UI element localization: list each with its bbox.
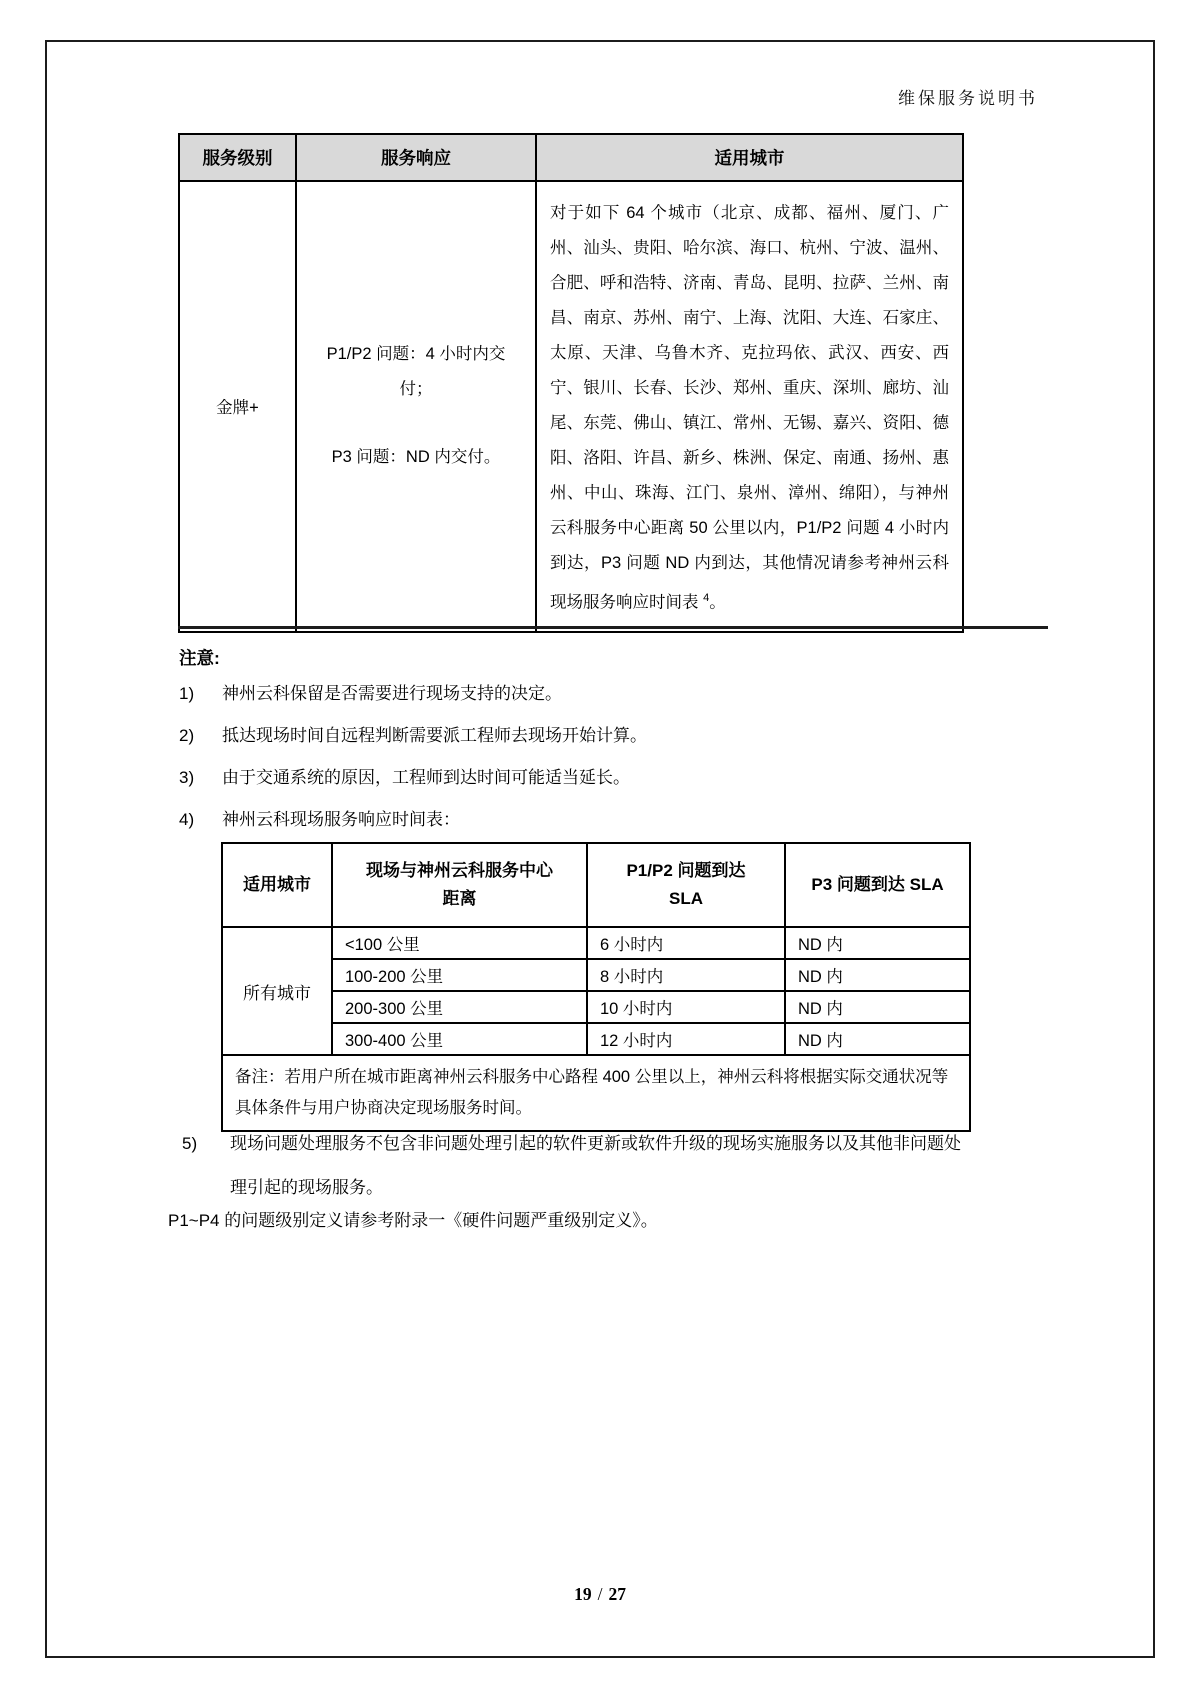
col-header-service-response: 服务响应 — [296, 134, 536, 181]
cities-period: 。 — [709, 593, 726, 612]
closing-paragraph: P1~P4 的问题级别定义请参考附录一《硬件问题严重级别定义》。 — [168, 1211, 658, 1230]
col-header-p12-sla — [587, 843, 785, 927]
note-item-5 — [182, 1122, 972, 1210]
col-header-p12-line1: P1/P2 问题到达 — [626, 861, 746, 880]
note-text: 现场问题处理服务不包含非问题处理引起的软件更新或软件升级的现场实施服务以及其他非问题处理引起的现场服务。 — [230, 1134, 961, 1197]
footer-page-total: 27 — [608, 1584, 626, 1604]
note-number: 3) — [179, 768, 195, 787]
note-number: 4) — [179, 810, 195, 829]
col-header-distance-line2: 距离 — [442, 889, 477, 908]
note-item-3 — [179, 768, 1019, 788]
cell-p12-sla: 12 小时内 — [587, 1023, 785, 1055]
service-level-table — [178, 133, 964, 633]
note-text: 神州云科保留是否需要进行现场支持的决定。 — [222, 684, 562, 703]
cell-p3-sla: ND 内 — [785, 927, 970, 959]
cell-service-response — [296, 181, 536, 632]
doc-header-title: 维保服务说明书 — [898, 89, 1038, 108]
col-header-distance-line1: 现场与神州云科服务中心 — [366, 861, 553, 880]
note-item-1 — [179, 684, 1019, 704]
cities-text: 对于如下 64 个城市（北京、成都、福州、厦门、广州、汕头、贵阳、哈尔滨、海口、杭州、宁波、温州、合肥、呼和浩特、济南、青岛、昆明、拉萨、兰州、南昌、南京、苏州、南宁、上海、沈阳、大连、石家庄、太原、天津、乌鲁木齐、克拉玛依、武汉、西安、西宁、银川、长春、长沙、郑州、重庆、深圳、廊坊、汕尾、东莞、佛山、镇江、常州、无锡、嘉兴、资阳、德阳、洛阳、许昌、新乡、株洲、保定、南通、扬州、惠州、中山、珠海、江门、泉州、漳州、绵阳），与神州云科服务中心距离 50 公里以内，P1/P2 问题 4 小时内到达，P3 问题 ND 内到达，其他情况请参考神州云科现场服务响应时间表 — [550, 204, 949, 612]
sla-response-table — [221, 842, 971, 1132]
col-header-distance — [332, 843, 587, 927]
cell-p3-sla: ND 内 — [785, 1023, 970, 1055]
cities-footnote-ref: 4 — [703, 592, 710, 604]
response-line-2: P3 问题：ND 内交付。 — [331, 448, 501, 467]
cell-p3-sla: ND 内 — [785, 991, 970, 1023]
note-text: 由于交通系统的原因，工程师到达时间可能适当延长。 — [222, 768, 630, 787]
sla-table-remark-row — [222, 1055, 970, 1131]
sla-table-row — [222, 959, 970, 991]
notes-list — [179, 684, 1019, 852]
cell-distance: <100 公里 — [332, 927, 587, 959]
cell-p12-sla: 8 小时内 — [587, 959, 785, 991]
service-table-row — [179, 181, 963, 632]
col-header-applicable-cities: 适用城市 — [536, 134, 963, 181]
page-footer — [0, 1584, 1200, 1605]
footer-separator: / — [597, 1584, 603, 1604]
cell-p12-sla: 10 小时内 — [587, 991, 785, 1023]
cell-applicable-cities — [536, 181, 963, 632]
note-number: 1) — [179, 684, 195, 703]
cell-distance: 300-400 公里 — [332, 1023, 587, 1055]
note-text: 神州云科现场服务响应时间表： — [222, 810, 460, 829]
note-text: 抵达现场时间自远程判断需要派工程师去现场开始计算。 — [222, 726, 647, 745]
col-header-service-level: 服务级别 — [179, 134, 296, 181]
section-divider-line — [178, 626, 1048, 629]
response-line-1: P1/P2 问题：4 小时内交付； — [326, 345, 506, 399]
cell-p12-sla: 6 小时内 — [587, 927, 785, 959]
col-header-p3-sla: P3 问题到达 SLA — [785, 843, 970, 927]
cell-distance: 200-300 公里 — [332, 991, 587, 1023]
cell-city-scope: 所有城市 — [222, 927, 332, 1055]
footer-page-current: 19 — [574, 1584, 592, 1604]
note-item-2 — [179, 726, 1019, 746]
cell-distance: 100-200 公里 — [332, 959, 587, 991]
note-number: 2) — [179, 726, 195, 745]
cell-service-level: 金牌+ — [179, 181, 296, 632]
sla-table-row — [222, 927, 970, 959]
col-header-p12-line2: SLA — [669, 889, 703, 908]
service-table-header-row — [179, 134, 963, 181]
notice-title: 注意: — [179, 648, 220, 668]
cell-remark: 备注：若用户所在城市距离神州云科服务中心路程 400 公里以上，神州云科将根据实际交通状况等具体条件与用户协商决定现场服务时间。 — [222, 1055, 970, 1131]
sla-table-row — [222, 1023, 970, 1055]
sla-table-header-row — [222, 843, 970, 927]
cell-p3-sla: ND 内 — [785, 959, 970, 991]
note-number: 5) — [182, 1134, 198, 1153]
sla-table-row — [222, 991, 970, 1023]
col-header-city: 适用城市 — [222, 843, 332, 927]
note-item-4 — [179, 810, 1019, 830]
